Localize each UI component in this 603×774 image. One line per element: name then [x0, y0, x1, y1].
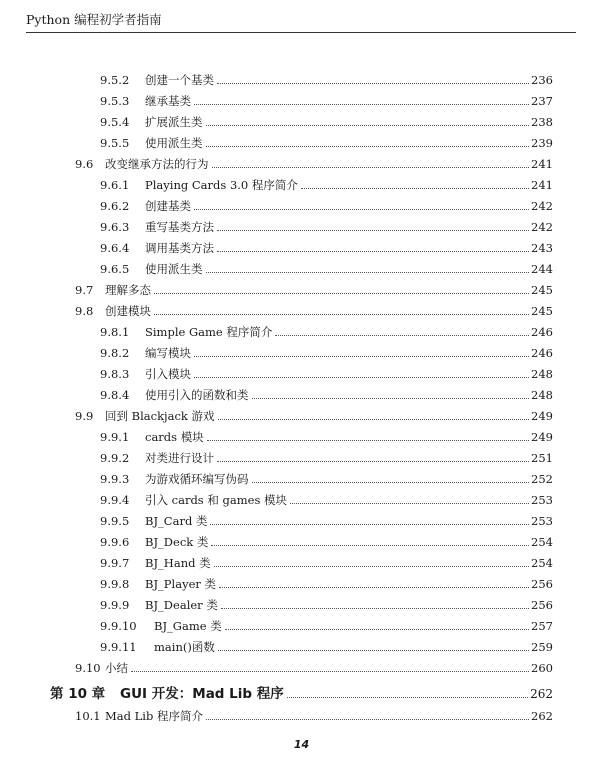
dot-leader — [275, 334, 529, 336]
dot-leader — [154, 313, 529, 315]
toc-entry — [100, 173, 553, 192]
toc-entry-page: 246 — [531, 346, 553, 360]
toc-entry-page: 262 — [531, 709, 553, 723]
toc-entry-page: 256 — [531, 598, 553, 612]
toc-entry-number: 9.8.2 — [100, 346, 130, 360]
toc-entry — [100, 530, 553, 549]
dot-leader — [211, 544, 529, 546]
toc-entry-number: 9.5.4 — [100, 115, 130, 129]
toc-entry-page: 259 — [531, 640, 553, 654]
toc-entry-title: 小结 — [105, 661, 128, 675]
toc-entry-number: 9.8.4 — [100, 388, 130, 402]
toc-entry-title: Simple Game 程序简介 — [145, 325, 273, 339]
toc-entry-page: 249 — [531, 430, 553, 444]
dot-leader — [218, 649, 529, 651]
toc-entry-number: 9.6.1 — [100, 178, 130, 192]
toc-entry-title: 理解多态 — [105, 283, 151, 297]
toc-entry-page: 260 — [531, 661, 553, 675]
toc-entry-title: 使用派生类 — [145, 136, 203, 150]
toc-entry-number: 9.9.3 — [100, 472, 130, 486]
toc-entry-page: 241 — [531, 178, 553, 192]
toc-entry-page: 257 — [531, 619, 553, 633]
toc-entry — [100, 68, 553, 87]
dot-leader — [212, 166, 530, 168]
toc-entry — [100, 89, 553, 108]
toc-entry-page: 248 — [531, 367, 553, 381]
dot-leader — [290, 502, 529, 504]
toc-entry-number: 9.9.4 — [100, 493, 130, 507]
toc-entry-title: 创建模块 — [105, 304, 151, 318]
toc-entry-number: 9.7 — [75, 283, 94, 297]
dot-leader — [287, 696, 528, 698]
dot-leader — [194, 355, 529, 357]
toc-entry-title: 调用基类方法 — [145, 241, 214, 255]
toc-entry-number: 10.1 — [75, 709, 101, 723]
toc-entry-number: 9.9.10 — [100, 619, 137, 633]
toc-entry-title: 编写模块 — [145, 346, 191, 360]
toc-entry-number: 9.8.3 — [100, 367, 130, 381]
toc-entry-number: 9.6.2 — [100, 199, 130, 213]
toc-entry-page: 242 — [531, 220, 553, 234]
dot-leader — [217, 82, 529, 84]
toc-entry-number: 9.9.8 — [100, 577, 130, 591]
toc-entry-title: 继承基类 — [145, 94, 191, 108]
toc-entry-number: 9.9.5 — [100, 514, 130, 528]
dot-leader — [210, 523, 529, 525]
dot-leader — [131, 670, 529, 672]
dot-leader — [194, 103, 529, 105]
toc-entry-title: main()函数 — [154, 640, 215, 654]
toc-entry-number: 9.5.5 — [100, 136, 130, 150]
toc-entry-title: 使用派生类 — [145, 262, 203, 276]
toc-entry-number: 9.9.2 — [100, 451, 130, 465]
toc-entry-title: BJ_Game 类 — [154, 619, 222, 633]
toc-chapter-entry — [50, 679, 553, 701]
toc-entry-page: 242 — [531, 199, 553, 213]
toc-entry-page: 239 — [531, 136, 553, 150]
toc-entry-page: 237 — [531, 94, 553, 108]
toc-entry-page: 253 — [531, 493, 553, 507]
toc-entry — [100, 131, 553, 150]
toc-entry — [100, 236, 553, 255]
dot-leader — [217, 229, 529, 231]
toc-entry-page: 254 — [531, 556, 553, 570]
toc-entry — [100, 215, 553, 234]
toc-entry-title: 回到 Blackjack 游戏 — [105, 409, 215, 423]
toc-entry — [75, 704, 553, 723]
toc-entry-page: 238 — [531, 115, 553, 129]
toc-entry-title: 重写基类方法 — [145, 220, 214, 234]
toc-entry-number: 9.6.4 — [100, 241, 130, 255]
toc-entry — [75, 299, 553, 318]
toc-entry-number: 9.6 — [75, 157, 94, 171]
dot-leader — [206, 124, 530, 126]
toc-entry-title: 对类进行设计 — [145, 451, 214, 465]
header-title: Python 编程初学者指南 — [26, 12, 162, 27]
toc-entry-title: 使用引入的函数和类 — [145, 388, 249, 402]
toc-entry-title: 引入模块 — [145, 367, 191, 381]
toc-entry-page: 254 — [531, 535, 553, 549]
toc-entry — [100, 593, 553, 612]
dot-leader — [207, 439, 529, 441]
toc-entry-number: 9.6.5 — [100, 262, 130, 276]
toc-entry-page: 244 — [531, 262, 553, 276]
toc-entry — [100, 257, 553, 276]
toc-entry — [100, 467, 553, 486]
toc-entry-number: 9.9.1 — [100, 430, 130, 444]
toc-entry — [100, 341, 553, 360]
dot-leader — [194, 376, 529, 378]
dot-leader — [252, 481, 530, 483]
toc-entry — [75, 404, 553, 423]
toc-entry-number: 9.10 — [75, 661, 101, 675]
toc-entry — [100, 551, 553, 570]
toc-entry-page: 256 — [531, 577, 553, 591]
toc-entry-title: GUI 开发：Mad Lib 程序 — [120, 686, 284, 702]
dot-leader — [218, 418, 530, 420]
toc-entry-page: 248 — [531, 388, 553, 402]
toc-entry-page: 253 — [531, 514, 553, 528]
dot-leader — [217, 250, 529, 252]
toc-entry-number: 9.9.11 — [100, 640, 137, 654]
toc-entry-page: 252 — [531, 472, 553, 486]
dot-leader — [252, 397, 530, 399]
toc-entry — [75, 152, 553, 171]
dot-leader — [214, 565, 529, 567]
toc-entry-title: Mad Lib 程序简介 — [105, 709, 203, 723]
toc-entry-page: 262 — [530, 687, 553, 701]
toc-entry-title: BJ_Deck 类 — [145, 535, 209, 549]
toc-entry — [100, 383, 553, 402]
toc-entry — [75, 656, 553, 675]
toc-entry — [100, 362, 553, 381]
toc-entry-title: 为游戏循环编写伪码 — [145, 472, 249, 486]
toc-entry-title: BJ_Hand 类 — [145, 556, 211, 570]
toc-entry-number: 9.5.3 — [100, 94, 130, 108]
dot-leader — [206, 718, 529, 720]
toc-entry-page: 246 — [531, 325, 553, 339]
toc-entry — [100, 110, 553, 129]
toc-entry-title: cards 模块 — [145, 430, 204, 444]
toc-entry-title: 创建一个基类 — [145, 73, 214, 87]
dot-leader — [206, 271, 530, 273]
toc-entry-page: 236 — [531, 73, 553, 87]
toc-entry-number: 9.9.9 — [100, 598, 130, 612]
toc-entry-number: 9.8 — [75, 304, 94, 318]
toc-entry-number: 9.9.6 — [100, 535, 130, 549]
toc-entry-title: BJ_Card 类 — [145, 514, 208, 528]
toc-entry-page: 249 — [531, 409, 553, 423]
toc-entry — [100, 635, 553, 654]
dot-leader — [206, 145, 530, 147]
toc-entry-title: 创建基类 — [145, 199, 191, 213]
toc-entry-number: 9.8.1 — [100, 325, 130, 339]
toc-entry — [100, 194, 553, 213]
toc-entry — [100, 572, 553, 591]
toc-entry-page: 243 — [531, 241, 553, 255]
dot-leader — [221, 607, 529, 609]
toc-entry-title: Playing Cards 3.0 程序简介 — [145, 178, 298, 192]
toc-entry — [100, 425, 553, 444]
toc-entry-number: 9.6.3 — [100, 220, 130, 234]
page-number: 14 — [293, 738, 310, 751]
toc-entry-title: BJ_Dealer 类 — [145, 598, 218, 612]
toc-entry — [100, 488, 553, 507]
dot-leader — [301, 187, 529, 189]
toc-entry-title: 扩展派生类 — [145, 115, 203, 129]
toc-entry-page: 245 — [531, 304, 553, 318]
toc-entry — [75, 278, 553, 297]
toc-entry-number: 9.9 — [75, 409, 94, 423]
toc-entry — [100, 446, 553, 465]
toc-entry-number: 第 10 章 — [50, 686, 106, 702]
toc-entry-number: 9.5.2 — [100, 73, 130, 87]
toc-entry-title: 引入 cards 和 games 模块 — [145, 493, 288, 507]
toc-entry — [100, 614, 553, 633]
dot-leader — [225, 628, 529, 630]
dot-leader — [154, 292, 529, 294]
toc-entry-page: 251 — [531, 451, 553, 465]
toc-entry-page: 241 — [531, 157, 553, 171]
toc-entry-page: 245 — [531, 283, 553, 297]
toc-entry — [100, 509, 553, 528]
toc-entry-number: 9.9.7 — [100, 556, 130, 570]
dot-leader — [194, 208, 529, 210]
toc-entry-title: 改变继承方法的行为 — [105, 157, 209, 171]
toc-entry-title: BJ_Player 类 — [145, 577, 217, 591]
toc-entry — [100, 320, 553, 339]
dot-leader — [217, 460, 529, 462]
dot-leader — [219, 586, 529, 588]
